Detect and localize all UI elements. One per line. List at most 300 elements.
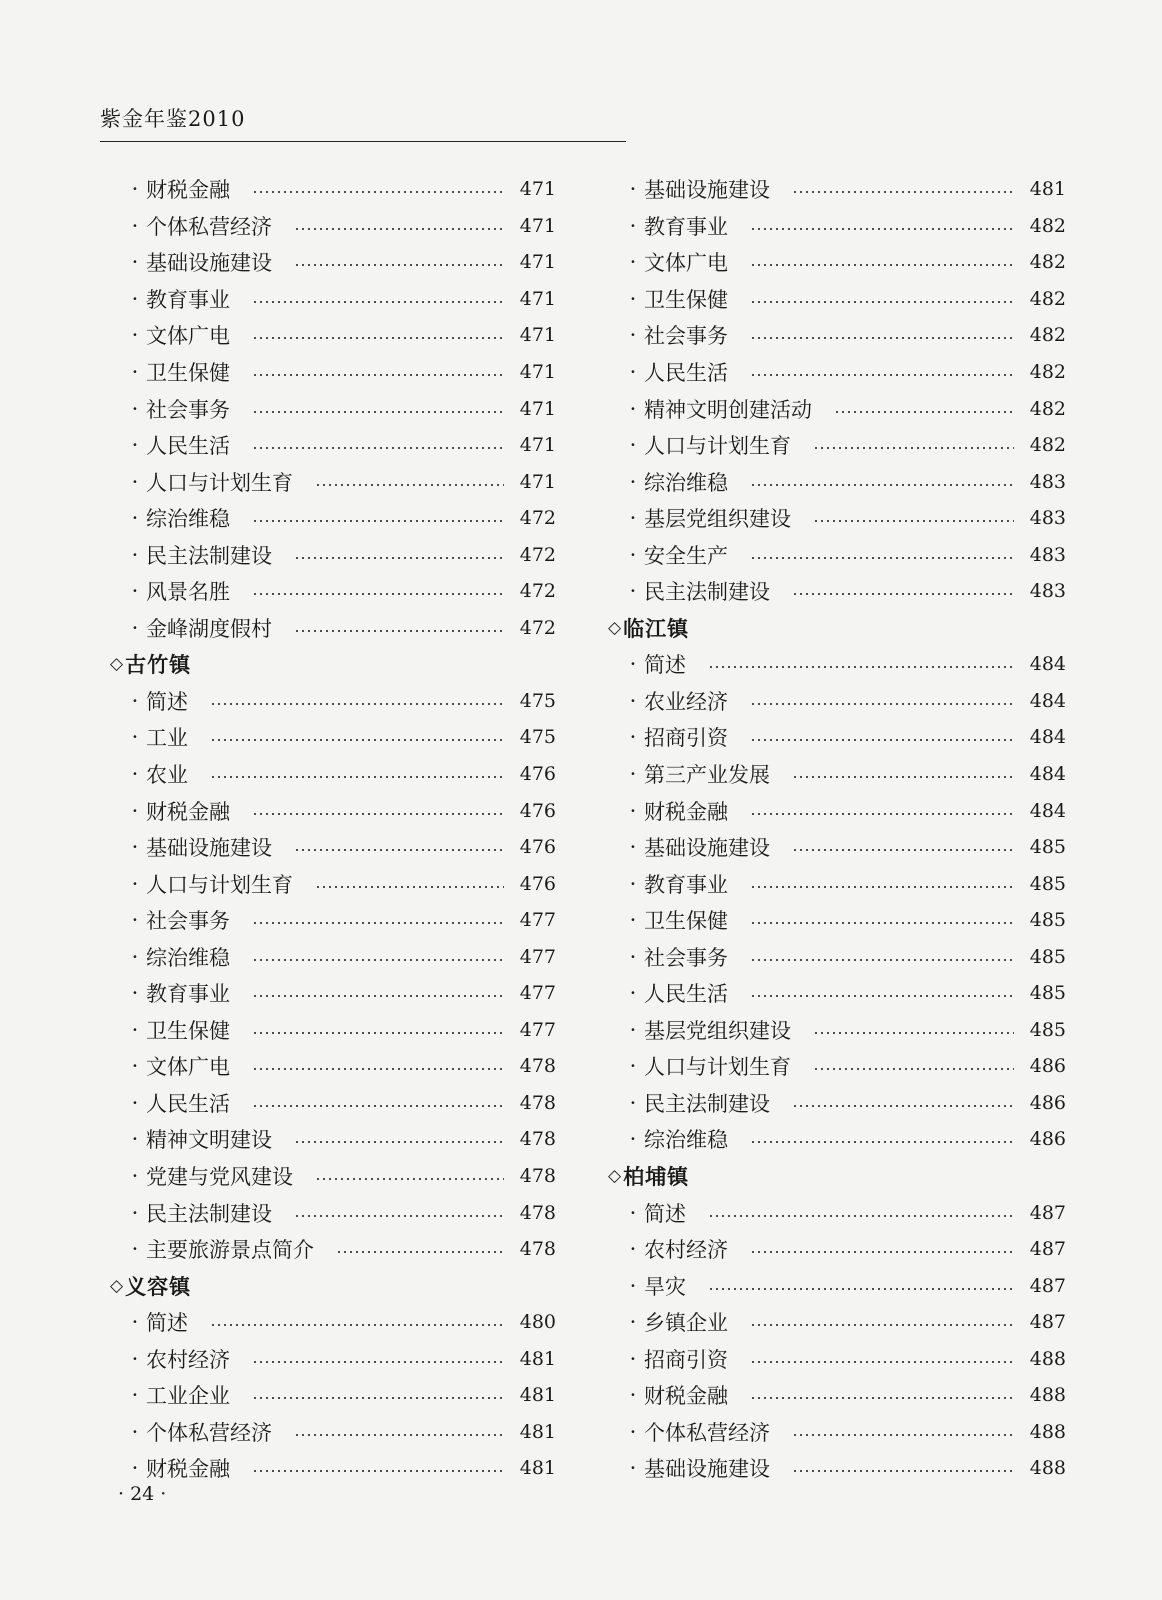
entry-page-number: 485 bbox=[1029, 836, 1066, 859]
dot-leader bbox=[813, 519, 1014, 523]
dot-leader bbox=[210, 738, 504, 742]
entry-page-number: 487 bbox=[1029, 1311, 1066, 1334]
dot-leader bbox=[750, 227, 1014, 231]
entry-page-number: 476 bbox=[519, 763, 556, 786]
dot-leader bbox=[750, 373, 1014, 377]
dot-leader bbox=[813, 1067, 1014, 1071]
dot-leader bbox=[750, 958, 1014, 962]
bullet-icon: · bbox=[629, 725, 637, 750]
bullet-icon: · bbox=[131, 323, 139, 348]
entry-page-number: 484 bbox=[1029, 653, 1066, 676]
entry-page-number: 471 bbox=[519, 434, 556, 457]
bullet-icon: · bbox=[629, 652, 637, 677]
dot-leader bbox=[315, 483, 504, 487]
entry-page-number: 471 bbox=[519, 178, 556, 201]
dot-leader bbox=[792, 592, 1014, 596]
bullet-icon: · bbox=[629, 1237, 637, 1262]
dot-leader bbox=[252, 410, 504, 414]
entry-label: 人口与计划生育 bbox=[146, 470, 293, 495]
dot-leader bbox=[294, 629, 504, 633]
entry-page-number: 482 bbox=[1029, 361, 1066, 383]
entry-page-number: 485 bbox=[1029, 982, 1066, 1005]
bullet-icon: · bbox=[131, 360, 139, 384]
dot-leader bbox=[294, 556, 504, 560]
bullet-icon: · bbox=[131, 944, 139, 969]
entry-label: 教育事业 bbox=[644, 214, 728, 239]
toc-entry bbox=[608, 1231, 1066, 1268]
toc-entry bbox=[608, 646, 1066, 683]
section-title: 柏埔镇 bbox=[623, 1164, 690, 1190]
toc-entry bbox=[608, 1304, 1066, 1341]
toc-entry bbox=[110, 536, 556, 573]
bullet-icon: · bbox=[131, 1310, 139, 1335]
bullet-icon: · bbox=[629, 506, 637, 531]
toc-section-heading bbox=[608, 610, 1066, 647]
entry-label: 农业 bbox=[146, 763, 188, 788]
bullet-icon: · bbox=[131, 1054, 139, 1079]
bullet-icon: · bbox=[629, 323, 637, 348]
entry-page-number: 472 bbox=[519, 616, 556, 639]
entry-label: 党建与党风建设 bbox=[146, 1165, 293, 1190]
dot-leader bbox=[708, 1214, 1014, 1218]
dot-leader bbox=[252, 592, 504, 596]
toc-entry bbox=[110, 244, 556, 281]
bullet-icon: · bbox=[629, 944, 637, 969]
entry-page-number: 471 bbox=[519, 470, 556, 493]
bullet-icon: · bbox=[131, 1017, 139, 1042]
entry-label: 人口与计划生育 bbox=[644, 1055, 791, 1080]
entry-label: 精神文明建设 bbox=[146, 1128, 272, 1153]
dot-leader bbox=[750, 738, 1014, 742]
dot-leader bbox=[750, 336, 1014, 340]
bullet-icon: · bbox=[629, 762, 637, 787]
bullet-icon: · bbox=[131, 1419, 139, 1444]
bullet-icon: · bbox=[131, 1127, 139, 1152]
entry-label: 简述 bbox=[644, 1201, 686, 1226]
entry-label: 文体广电 bbox=[146, 324, 230, 349]
entry-page-number: 475 bbox=[519, 726, 556, 749]
toc-entry bbox=[110, 1414, 556, 1451]
entry-label: 财税金融 bbox=[644, 799, 728, 824]
toc-entry bbox=[608, 1121, 1066, 1158]
toc-entry bbox=[608, 354, 1066, 391]
toc-entry bbox=[608, 1377, 1066, 1414]
entry-page-number: 485 bbox=[1029, 1018, 1066, 1041]
dot-leader bbox=[252, 1067, 504, 1071]
toc-column-left bbox=[110, 171, 556, 1487]
dot-leader bbox=[813, 1031, 1014, 1035]
entry-page-number: 488 bbox=[1029, 1457, 1066, 1480]
dot-leader bbox=[792, 848, 1014, 852]
entry-page-number: 477 bbox=[519, 909, 556, 932]
section-title: 义容镇 bbox=[125, 1273, 192, 1299]
dot-leader bbox=[750, 1360, 1014, 1364]
bullet-icon: · bbox=[629, 1419, 637, 1444]
toc-entry bbox=[110, 463, 556, 500]
entry-page-number: 485 bbox=[1029, 945, 1066, 968]
entry-label: 人民生活 bbox=[644, 982, 728, 1007]
dot-leader bbox=[210, 702, 504, 706]
entry-label: 民主法制建设 bbox=[146, 543, 272, 568]
toc-entry bbox=[110, 208, 556, 245]
entry-label: 个体私营经济 bbox=[146, 214, 272, 239]
bullet-icon: · bbox=[131, 177, 139, 202]
running-header: 紫金年鉴2010 bbox=[100, 107, 246, 131]
toc-entry bbox=[110, 975, 556, 1012]
bullet-icon: · bbox=[131, 579, 139, 604]
dot-leader bbox=[252, 190, 504, 194]
toc-entry bbox=[110, 1194, 556, 1231]
bullet-icon: · bbox=[131, 798, 139, 823]
bullet-icon: · bbox=[629, 1090, 637, 1115]
entry-label: 简述 bbox=[146, 689, 188, 714]
dot-leader bbox=[315, 1177, 504, 1181]
entry-label: 人口与计划生育 bbox=[644, 434, 791, 459]
dot-leader bbox=[294, 1140, 504, 1144]
entry-page-number: 476 bbox=[519, 799, 556, 822]
toc-entry bbox=[608, 938, 1066, 975]
entry-label: 农村经济 bbox=[644, 1238, 728, 1263]
entry-page-number: 478 bbox=[519, 1055, 556, 1078]
entry-page-number: 482 bbox=[1029, 434, 1066, 457]
dot-leader bbox=[252, 921, 504, 925]
diamond-icon: ◇ bbox=[608, 617, 622, 638]
bullet-icon: · bbox=[131, 1346, 139, 1371]
dot-leader bbox=[252, 519, 504, 523]
dot-leader bbox=[294, 848, 504, 852]
bullet-icon: · bbox=[629, 835, 637, 860]
bullet-icon: · bbox=[131, 213, 139, 238]
dot-leader bbox=[252, 812, 504, 816]
toc-entry bbox=[608, 756, 1066, 793]
entry-label: 卫生保健 bbox=[644, 909, 728, 934]
bullet-icon: · bbox=[629, 908, 637, 933]
diamond-icon: ◇ bbox=[608, 1166, 622, 1187]
bullet-icon: · bbox=[629, 1273, 637, 1298]
bullet-icon: · bbox=[131, 542, 139, 567]
entry-label: 卫生保健 bbox=[146, 361, 230, 385]
dot-leader bbox=[210, 775, 504, 779]
dot-leader bbox=[294, 1433, 504, 1437]
entry-label: 教育事业 bbox=[644, 872, 728, 897]
entry-page-number: 486 bbox=[1029, 1091, 1066, 1114]
entry-page-number: 483 bbox=[1029, 507, 1066, 530]
bullet-icon: · bbox=[629, 286, 637, 311]
entry-label: 文体广电 bbox=[146, 1055, 230, 1080]
bullet-icon: · bbox=[629, 1383, 637, 1408]
entry-label: 社会事务 bbox=[146, 397, 230, 422]
entry-page-number: 487 bbox=[1029, 1201, 1066, 1224]
toc-entry bbox=[110, 756, 556, 793]
dot-leader bbox=[252, 1469, 504, 1473]
bullet-icon: · bbox=[131, 725, 139, 750]
entry-page-number: 478 bbox=[519, 1238, 556, 1261]
toc-entry bbox=[608, 281, 1066, 318]
bullet-icon: · bbox=[629, 250, 637, 275]
bullet-icon: · bbox=[629, 1346, 637, 1371]
entry-page-number: 481 bbox=[519, 1347, 556, 1370]
toc-section-heading bbox=[608, 1158, 1066, 1195]
entry-label: 基础设施建设 bbox=[644, 1457, 770, 1482]
entry-label: 社会事务 bbox=[644, 945, 728, 970]
entry-page-number: 482 bbox=[1029, 324, 1066, 347]
entry-page-number: 483 bbox=[1029, 580, 1066, 603]
entry-label: 社会事务 bbox=[644, 324, 728, 349]
entry-label: 财税金融 bbox=[146, 1457, 230, 1482]
toc-entry bbox=[110, 317, 556, 354]
dot-leader bbox=[834, 410, 1014, 414]
bullet-icon: · bbox=[131, 1383, 139, 1408]
header-rule bbox=[100, 141, 626, 142]
entry-label: 教育事业 bbox=[146, 982, 230, 1007]
toc-entry bbox=[608, 573, 1066, 610]
dot-leader bbox=[252, 1396, 504, 1400]
dot-leader bbox=[750, 300, 1014, 304]
bullet-icon: · bbox=[131, 688, 139, 713]
toc-entry bbox=[110, 829, 556, 866]
entry-label: 招商引资 bbox=[644, 1347, 728, 1372]
toc-entry bbox=[110, 1377, 556, 1414]
entry-page-number: 471 bbox=[519, 214, 556, 237]
bullet-icon: · bbox=[131, 762, 139, 787]
entry-page-number: 486 bbox=[1029, 1055, 1066, 1078]
entry-page-number: 485 bbox=[1029, 872, 1066, 895]
toc-entry bbox=[110, 500, 556, 537]
dot-leader bbox=[750, 1396, 1014, 1400]
toc-entry bbox=[608, 244, 1066, 281]
bullet-icon: · bbox=[629, 579, 637, 604]
diamond-icon: ◇ bbox=[110, 654, 124, 675]
toc-entry bbox=[110, 792, 556, 829]
entry-page-number: 471 bbox=[519, 287, 556, 310]
entry-label: 招商引资 bbox=[644, 726, 728, 751]
dot-leader bbox=[750, 556, 1014, 560]
entry-label: 工业 bbox=[146, 726, 188, 751]
toc-entry bbox=[608, 792, 1066, 829]
entry-label: 基础设施建设 bbox=[644, 836, 770, 861]
entry-label: 乡镇企业 bbox=[644, 1311, 728, 1336]
dot-leader bbox=[750, 921, 1014, 925]
toc-entry bbox=[110, 902, 556, 939]
entry-page-number: 484 bbox=[1029, 726, 1066, 749]
entry-label: 人民生活 bbox=[146, 434, 230, 459]
entry-label: 民主法制建设 bbox=[644, 580, 770, 605]
entry-label: 卫生保健 bbox=[146, 1018, 230, 1043]
bullet-icon: · bbox=[131, 1090, 139, 1115]
toc-entry bbox=[608, 317, 1066, 354]
entry-page-number: 482 bbox=[1029, 287, 1066, 310]
entry-label: 财税金融 bbox=[146, 178, 230, 203]
entry-page-number: 478 bbox=[519, 1091, 556, 1114]
entry-label: 教育事业 bbox=[146, 287, 230, 312]
entry-label: 人民生活 bbox=[146, 1091, 230, 1116]
entry-page-number: 481 bbox=[1029, 178, 1066, 201]
dot-leader bbox=[792, 1469, 1014, 1473]
toc-entry bbox=[110, 354, 556, 391]
toc-entry bbox=[110, 1048, 556, 1085]
toc-entry bbox=[110, 1012, 556, 1049]
toc-entry bbox=[608, 683, 1066, 720]
toc-entry bbox=[608, 1048, 1066, 1085]
entry-label: 基础设施建设 bbox=[146, 251, 272, 276]
entry-label: 人民生活 bbox=[644, 361, 728, 385]
entry-label: 文体广电 bbox=[644, 251, 728, 276]
entry-page-number: 471 bbox=[519, 361, 556, 383]
dot-leader bbox=[750, 263, 1014, 267]
toc-entry bbox=[110, 390, 556, 427]
toc-entry bbox=[110, 938, 556, 975]
bullet-icon: · bbox=[131, 1237, 139, 1262]
dot-leader bbox=[708, 1287, 1014, 1291]
dot-leader bbox=[294, 227, 504, 231]
toc-entry bbox=[608, 1012, 1066, 1049]
bullet-icon: · bbox=[131, 250, 139, 275]
entry-label: 主要旅游景点简介 bbox=[146, 1238, 314, 1263]
bullet-icon: · bbox=[629, 688, 637, 713]
entry-label: 民主法制建设 bbox=[644, 1091, 770, 1116]
entry-label: 简述 bbox=[644, 653, 686, 678]
toc-entry bbox=[608, 427, 1066, 464]
entry-label: 综治维稳 bbox=[146, 945, 230, 970]
bullet-icon: · bbox=[131, 396, 139, 421]
entry-label: 基础设施建设 bbox=[146, 836, 272, 861]
bullet-icon: · bbox=[131, 835, 139, 860]
entry-page-number: 482 bbox=[1029, 397, 1066, 420]
toc-entry bbox=[608, 829, 1066, 866]
bullet-icon: · bbox=[131, 1200, 139, 1225]
dot-leader bbox=[252, 1031, 504, 1035]
entry-page-number: 481 bbox=[519, 1420, 556, 1443]
bullet-icon: · bbox=[629, 213, 637, 238]
dot-leader bbox=[813, 446, 1014, 450]
bullet-icon: · bbox=[131, 286, 139, 311]
bullet-icon: · bbox=[131, 433, 139, 458]
entry-label: 第三产业发展 bbox=[644, 763, 770, 788]
toc-entry bbox=[608, 1085, 1066, 1122]
dot-leader bbox=[750, 885, 1014, 889]
dot-leader bbox=[750, 994, 1014, 998]
entry-label: 民主法制建设 bbox=[146, 1201, 272, 1226]
toc-entry bbox=[110, 573, 556, 610]
entry-page-number: 482 bbox=[1029, 251, 1066, 274]
entry-page-number: 483 bbox=[1029, 470, 1066, 493]
toc-entry bbox=[608, 1194, 1066, 1231]
entry-page-number: 488 bbox=[1029, 1384, 1066, 1407]
entry-label: 农村经济 bbox=[146, 1347, 230, 1372]
dot-leader bbox=[750, 702, 1014, 706]
bullet-icon: · bbox=[629, 1017, 637, 1042]
entry-page-number: 487 bbox=[1029, 1238, 1066, 1261]
bullet-icon: · bbox=[131, 1164, 139, 1189]
dot-leader bbox=[252, 336, 504, 340]
bullet-icon: · bbox=[629, 871, 637, 896]
bullet-icon: · bbox=[131, 981, 139, 1006]
bullet-icon: · bbox=[629, 177, 637, 202]
toc-entry bbox=[608, 1450, 1066, 1487]
dot-leader bbox=[750, 1323, 1014, 1327]
entry-page-number: 476 bbox=[519, 872, 556, 895]
toc-entry bbox=[110, 1304, 556, 1341]
entry-label: 综治维稳 bbox=[644, 1128, 728, 1153]
dot-leader bbox=[315, 885, 504, 889]
dot-leader bbox=[792, 775, 1014, 779]
bullet-icon: · bbox=[629, 798, 637, 823]
entry-page-number: 478 bbox=[519, 1201, 556, 1224]
entry-page-number: 486 bbox=[1029, 1128, 1066, 1151]
toc-entry bbox=[110, 683, 556, 720]
entry-label: 简述 bbox=[146, 1311, 188, 1336]
toc-entry bbox=[110, 1158, 556, 1195]
dot-leader bbox=[252, 373, 504, 377]
bullet-icon: · bbox=[629, 360, 637, 384]
entry-page-number: 478 bbox=[519, 1165, 556, 1188]
entry-page-number: 477 bbox=[519, 1018, 556, 1041]
entry-page-number: 472 bbox=[519, 543, 556, 566]
toc-entry bbox=[110, 427, 556, 464]
entry-page-number: 481 bbox=[519, 1384, 556, 1407]
dot-leader bbox=[750, 483, 1014, 487]
toc-column-right bbox=[608, 171, 1066, 1487]
entry-label: 卫生保健 bbox=[644, 287, 728, 312]
toc-entry bbox=[608, 719, 1066, 756]
entry-page-number: 472 bbox=[519, 507, 556, 530]
entry-page-number: 477 bbox=[519, 982, 556, 1005]
page-number: · 24 · bbox=[118, 1483, 167, 1505]
bullet-icon: · bbox=[629, 433, 637, 458]
entry-page-number: 484 bbox=[1029, 689, 1066, 712]
toc-entry bbox=[608, 865, 1066, 902]
dot-leader bbox=[252, 1104, 504, 1108]
bullet-icon: · bbox=[629, 542, 637, 567]
entry-label: 工业企业 bbox=[146, 1384, 230, 1409]
bullet-icon: · bbox=[131, 871, 139, 896]
dot-leader bbox=[252, 958, 504, 962]
dot-leader bbox=[750, 812, 1014, 816]
toc-section-heading bbox=[110, 646, 556, 683]
bullet-icon: · bbox=[131, 506, 139, 531]
entry-label: 农业经济 bbox=[644, 689, 728, 714]
entry-label: 人口与计划生育 bbox=[146, 872, 293, 897]
entry-page-number: 477 bbox=[519, 945, 556, 968]
toc-section-heading bbox=[110, 1267, 556, 1304]
entry-page-number: 488 bbox=[1029, 1347, 1066, 1370]
dot-leader bbox=[708, 665, 1014, 669]
entry-page-number: 484 bbox=[1029, 763, 1066, 786]
entry-label: 基础设施建设 bbox=[644, 178, 770, 203]
toc-entry bbox=[608, 536, 1066, 573]
entry-label: 精神文明创建活动 bbox=[644, 397, 812, 422]
entry-page-number: 475 bbox=[519, 689, 556, 712]
entry-page-number: 478 bbox=[519, 1128, 556, 1151]
entry-page-number: 485 bbox=[1029, 909, 1066, 932]
bullet-icon: · bbox=[629, 396, 637, 421]
toc-entry bbox=[110, 865, 556, 902]
bullet-icon: · bbox=[629, 1200, 637, 1225]
entry-page-number: 482 bbox=[1029, 214, 1066, 237]
dot-leader bbox=[252, 994, 504, 998]
dot-leader bbox=[294, 263, 504, 267]
toc-entry bbox=[608, 902, 1066, 939]
entry-label: 金峰湖度假村 bbox=[146, 616, 272, 641]
bullet-icon: · bbox=[131, 469, 139, 494]
dot-leader bbox=[336, 1250, 504, 1254]
toc-entry bbox=[110, 1121, 556, 1158]
bullet-icon: · bbox=[131, 615, 139, 640]
toc-entry bbox=[110, 1450, 556, 1487]
entry-page-number: 471 bbox=[519, 397, 556, 420]
dot-leader bbox=[252, 300, 504, 304]
entry-page-number: 481 bbox=[519, 1457, 556, 1480]
